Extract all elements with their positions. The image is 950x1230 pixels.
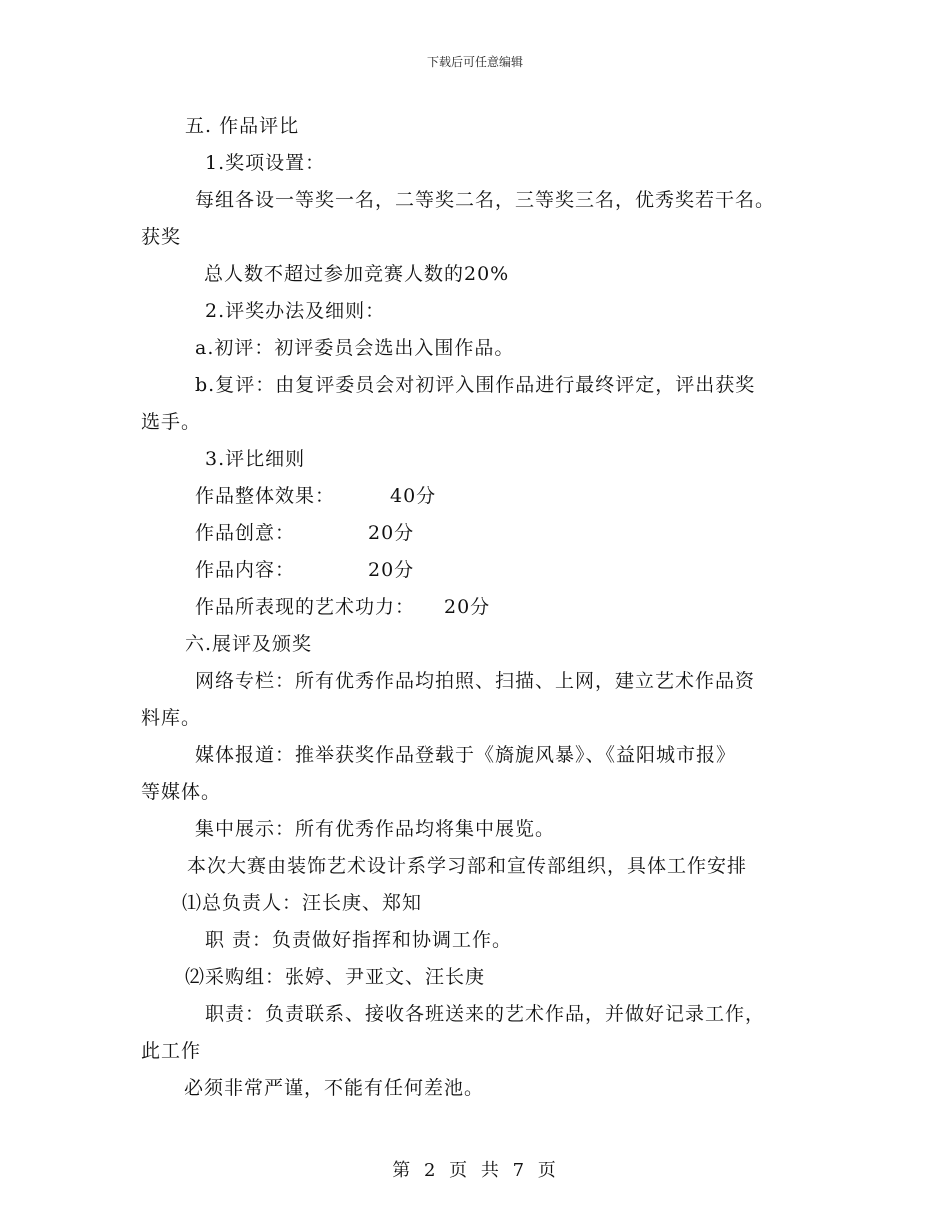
page-header: 下载后可任意编辑 xyxy=(426,55,523,69)
paragraph-line: 获奖 xyxy=(141,226,182,248)
score-value: 40分 xyxy=(390,485,437,507)
paragraph-line: 集中展示：所有优秀作品均将集中展览。 xyxy=(195,818,556,840)
paragraph-line: 网络专栏：所有优秀作品均拍照、扫描、上网，建立艺术作品资 xyxy=(195,670,756,692)
page-number: 第 2 页 共 7 页 xyxy=(392,1160,558,1181)
score-row xyxy=(195,484,335,508)
paragraph-line: 本次大赛由装饰艺术设计系学习部和宣传部组织，具体工作安排 xyxy=(187,855,748,877)
subsection-heading: 1.奖项设置： xyxy=(205,152,326,174)
paragraph-line: 每组各设一等奖一名，二等奖二名，三等奖三名，优秀奖若干名。 xyxy=(195,189,776,211)
section-heading: 五. 作品评比 xyxy=(185,115,300,137)
paragraph-line: 等媒体。 xyxy=(141,781,222,803)
score-label: 作品所表现的艺术功力： xyxy=(195,596,416,618)
score-label: 作品创意： xyxy=(195,522,296,544)
paragraph-line: 选手。 xyxy=(141,411,202,433)
paragraph-line: 媒体报道：推举获奖作品登载于《旖旎风暴》、《益阳城市报》 xyxy=(195,744,737,766)
paragraph-line: ⑴总负责人：汪长庚、郑知 xyxy=(182,892,423,914)
score-row xyxy=(195,558,295,582)
paragraph-line: 此工作 xyxy=(141,1040,202,1062)
paragraph-line: a.初评：初评委员会选出入围作品。 xyxy=(195,337,515,359)
score-row xyxy=(195,595,415,619)
paragraph-line: 料库。 xyxy=(141,707,202,729)
paragraph-line: 必须非常严谨，不能有任何差池。 xyxy=(184,1077,485,1099)
subsection-heading: 2.评奖办法及细则： xyxy=(205,300,386,322)
section-heading: 六.展评及颁奖 xyxy=(185,633,313,655)
subsection-heading: 3.评比细则 xyxy=(205,448,306,470)
score-value: 20分 xyxy=(444,596,491,618)
paragraph-line: 总人数不超过参加竞赛人数的20% xyxy=(204,263,510,285)
paragraph-line: 职责：负责联系、接收各班送来的艺术作品，并做好记录工作， xyxy=(205,1003,766,1025)
paragraph-line: b.复评：由复评委员会对初评入围作品进行最终评定，评出获奖 xyxy=(195,374,756,396)
score-label: 作品内容： xyxy=(195,559,296,581)
score-value: 20分 xyxy=(368,559,415,581)
paragraph-line: ⑵采购组：张婷、尹亚文、汪长庚 xyxy=(185,966,486,988)
score-value: 20分 xyxy=(368,522,415,544)
score-label: 作品整体效果： xyxy=(195,485,336,507)
paragraph-line: 职 责：负责做好指挥和协调工作。 xyxy=(205,929,513,951)
score-row xyxy=(195,521,295,545)
